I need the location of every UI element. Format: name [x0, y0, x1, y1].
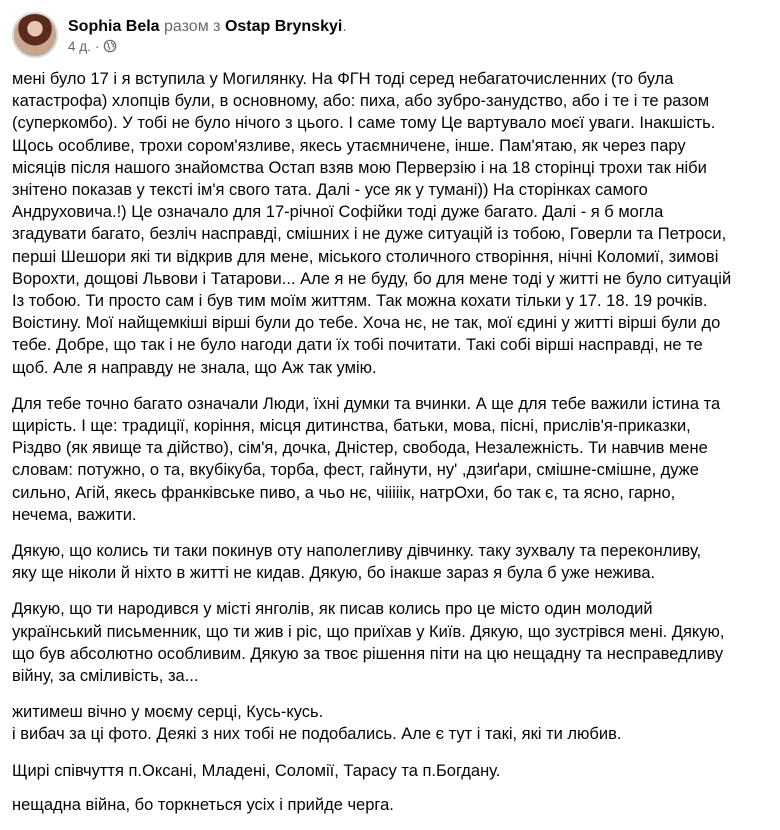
post-message — [12, 68, 776, 830]
post-subline — [68, 39, 347, 54]
post-paragraph-5: житимеш вічно у моєму серці, Кусь-кусь. і вибач за ці фото. Деякі з них тобі не подобались. Але є тут і такі, які ти любив. — [12, 703, 622, 744]
post-authors-line — [68, 17, 347, 37]
post-paragraph-6: Щирі співчуття п.Оксані, Младені, Соломії, Тарасу та п.Богдану. — [12, 761, 501, 780]
post-paragraph-7: нещадна війна, бо торкнеться усіх і прийде черга. — [12, 795, 394, 814]
post-meta — [68, 17, 347, 54]
globe-icon[interactable] — [103, 39, 117, 53]
separator-dot: · — [94, 38, 100, 54]
post-header — [12, 10, 347, 60]
tagged-person-link[interactable]: Ostap Brynskyi — [224, 17, 343, 35]
tagged-suffix: . — [342, 17, 347, 35]
post-timestamp-link[interactable]: 4 д. — [68, 38, 91, 54]
post-paragraph-3: Дякую, що колись ти таки покинув оту наполегливу дівчинку. таку зухвалу та переконливу, яку ще ніколи й ніхто в житті не кидав. Дякую, бо інакше зараз я була б уже нежива. — [12, 542, 702, 583]
with-text: разом з — [164, 17, 221, 35]
post-paragraph-2: Для тебе точно багато означали Люди, їхні думки та вчинки. А ще для тебе важили істина та щирість. І ще: традиції, коріння, місця дитинства, батьки, мова, пісні, прислів'я-приказки, Різдво (як явище та дійство), сім'я, дочка, Дністер, свобода, Незалежність. Ти навчив мене словам: потужно, о та, вкубікуба, торба, фест, гайнути, ну' ,дзиґари, смішне-смішне, дуже сильно, Агій, якесь франківське пиво, а чьо нє, чііііік, натрОхи, бо так є, та ясно, гарно, нечема, важити. — [12, 394, 721, 524]
post-paragraph-4: Дякую, що ти народився у місті янголів, як писав колись про це місто один молодий український письменник, що ти жив і ріс, що приїхав у Київ. Дякую, що зустрівся мені. Дякую, що був абсолютно особливим. Дякую за твоє рішення піти на цю нещадну та несправедливу війну, за сміливість, за... — [12, 600, 725, 686]
author-avatar[interactable] — [12, 12, 58, 58]
author-name-link[interactable]: Sophia Bela — [68, 17, 160, 35]
post-paragraph-1: мені було 17 і я вступила у Могилянку. На ФГН тоді серед небагаточисленних (то була катастрофа) хлопців були, в основному, або: пиха, або зубро-занудство, або і те і те разом (суперкомбо). У тобі не було нічого з цього. І саме тому Це вартувало моєї уваги. Інакшість. Щось особливе, трохи сором'язливе, якесь утаємничене, інше. Пам'ятаю, як через пару місяців після нашого знайомства Остап взяв мою Перверзію і на 18 сторінці трохи так ніби знітено показав у тексті ім'я свого тата. Далі - усе як у тумані)) На сторінках самого Андруховича.!) Це означало для 17-річної Софійки тоді дуже багато. Далі - я б могла згадувати багато, безліч насправді, смішних і не дуже ситуацій із тобою, Говерли та Петроси, перші Шешори які ти відкрив для мене, міського столичного створіння, нічні Коломиї, зимові Ворохти, дощові Львови і Татарови... Але я не буду, бо для мене тоді у житті не було ситуацій Із тобою. Ти просто сам і був тим моїм життям. Так можна кохати тільки у 17. 18. 19 рочків. Воістину. Мої найщемкіші вірші були до тебе. Хоча нє, не так, мої єдині у житті вірші були до тебе. Добре, що так і не було нагоди дати їх тобі почитати. Такі собі вірші насправді, не те щоб. Але я направду не знала, що Аж так умію. — [12, 70, 732, 377]
